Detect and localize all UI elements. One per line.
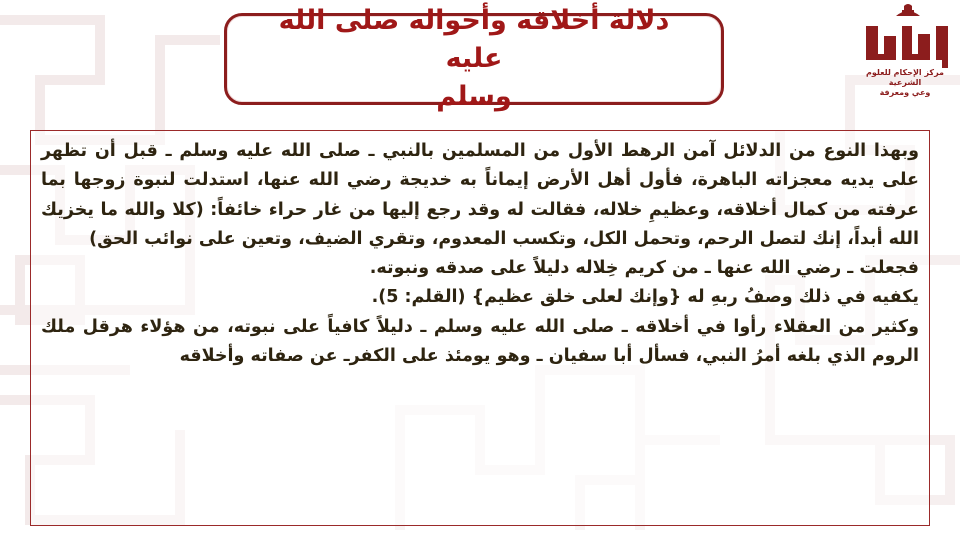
- paragraph-1: وبهذا النوع من الدلائل آمن الرهط الأول من المسلمين بالنبي ـ صلى الله عليه وسلم ـ قبل أن تظهر على يديه معجزاته الباهرة، فأول أهل الأرض إيماناً به خديجة رضي الله عنها، استدلت لنبوة زوجها بما عرفته من كمال أخلاقه، وعظيمِ خلاله، فقالت له وقد رجع إليها من غار حراء خائفاً: (كلا والله ما يخزيك الله أبداً، إنك لتصل الرحم، وتحمل الكل، وتكسب المعدوم، وتقري الضيف، وتعين على نوائب الحق): [41, 141, 919, 249]
- title-line-1: دلالة أخلاقه وأحواله صلى الله عليه: [278, 5, 670, 74]
- title-line-2: وسلم: [436, 81, 512, 112]
- content-box: [30, 130, 930, 526]
- paragraph-3: يكفيه في ذلك وصفُ ربهِ له {وإنك لعلى خلق عظيم} (القلم: 5).: [371, 287, 919, 308]
- logo-subtitle-line-2: وعي ومعرفة: [879, 88, 931, 97]
- paragraph-4: وكثير من العقلاء رأوا في أخلاقه ـ صلى الله عليه وسلم ـ دليلاً كافياً على نبوته، من هؤلاء هرقل ملك الروم الذي بلغه أمرُ النبي، فسأل أبا سفيان ـ وهو يومئذ على الكفرـ عن صفاته وأخلاقه: [41, 316, 919, 367]
- body-text: [41, 137, 919, 371]
- slide-title: [254, 2, 694, 116]
- logo-subtitle-line-1: مركز الإحكام للعلوم الشرعية: [865, 68, 945, 87]
- paragraph-2: فجعلت ـ رضي الله عنها ـ من كريم خِلاله دليلاً على صدقه ونبوته.: [369, 258, 919, 279]
- title-box: [224, 5, 724, 112]
- logo-subtitle: [860, 68, 950, 98]
